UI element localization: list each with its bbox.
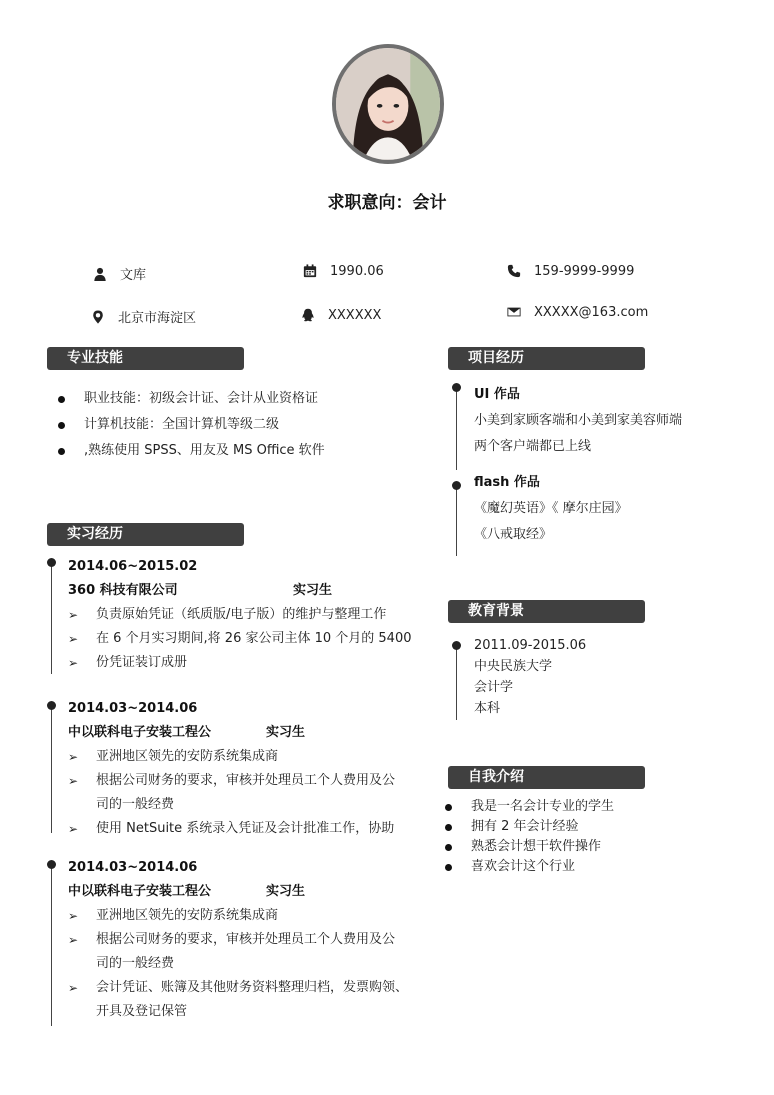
location-pin-icon bbox=[90, 309, 106, 325]
phone-icon bbox=[506, 263, 522, 279]
entry-date: 2014.03~2014.06 bbox=[68, 860, 198, 875]
list-item: ➢ 负责原始凭证（纸质版/电子版）的维护与整理工作 bbox=[68, 603, 428, 627]
qq-value: XXXXXX bbox=[328, 307, 382, 323]
qq-penguin-icon bbox=[300, 307, 316, 323]
list-item: 开具及登记保管 bbox=[96, 1004, 188, 1019]
avatar bbox=[332, 44, 444, 164]
education-school: 中央民族大学 bbox=[474, 659, 553, 674]
timeline-line bbox=[456, 648, 457, 720]
list-item: ➢ 亚洲地区领先的安防系统集成商 bbox=[68, 904, 428, 928]
skills-list bbox=[54, 386, 325, 464]
list-item: ➢ 根据公司财务的要求，审核并处理员工个人费用及公 bbox=[68, 769, 428, 793]
internship-heading: 实习经历 bbox=[47, 523, 244, 546]
timeline-dot bbox=[452, 641, 461, 650]
timeline-line bbox=[51, 562, 52, 674]
project-line: 《八戒取经》 bbox=[474, 527, 553, 542]
portrait-photo bbox=[336, 48, 440, 160]
info-birth bbox=[302, 263, 384, 279]
page-title: 求职意向：会计 bbox=[327, 193, 447, 213]
internship-entry-2 bbox=[68, 697, 428, 841]
project-line: 小美到家顾客端和小美到家美容师端 bbox=[474, 413, 683, 428]
project-entry-1 bbox=[474, 382, 682, 460]
entry-role: 实习生 bbox=[266, 725, 306, 740]
entry-company bbox=[68, 579, 428, 603]
education-major: 会计学 bbox=[474, 680, 514, 695]
education-entry bbox=[474, 635, 586, 719]
list-item: 熟悉会计想干软件操作 bbox=[441, 837, 614, 857]
education-date: 2011.09-2015.06 bbox=[474, 638, 587, 653]
calendar-icon bbox=[302, 263, 318, 279]
entry-date: 2014.03~2014.06 bbox=[68, 701, 198, 716]
timeline-dot bbox=[47, 860, 56, 869]
list-item: 计算机技能：全国计算机等级二级 bbox=[54, 412, 325, 438]
project-entry-2 bbox=[474, 470, 628, 548]
internship-entry-1 bbox=[68, 555, 428, 675]
list-item: ➢ 根据公司财务的要求，审核并处理员工个人费用及公 bbox=[68, 928, 428, 952]
company-name: 360 科技有限公司 bbox=[68, 583, 178, 598]
list-item: ➢ 亚洲地区领先的安防系统集成商 bbox=[68, 745, 428, 769]
info-qq bbox=[300, 307, 381, 323]
entry-role: 实习生 bbox=[293, 583, 333, 598]
entry-company bbox=[68, 721, 428, 745]
company-name: 中以联科电子安装工程公 bbox=[68, 725, 212, 740]
envelope-icon bbox=[506, 304, 522, 320]
project-line: 两个客户端都已上线 bbox=[474, 439, 592, 454]
timeline-dot bbox=[47, 701, 56, 710]
timeline-line bbox=[456, 390, 457, 470]
person-icon bbox=[92, 266, 108, 282]
timeline-line bbox=[456, 488, 457, 556]
timeline-line bbox=[51, 705, 52, 833]
info-address bbox=[90, 307, 196, 326]
project-title: flash 作品 bbox=[474, 475, 540, 490]
phone-value: 159-9999-9999 bbox=[534, 263, 635, 279]
about-list bbox=[441, 797, 614, 877]
list-item: 喜欢会计这个行业 bbox=[441, 857, 614, 877]
email-value: XXXXX@163.com bbox=[534, 304, 649, 320]
timeline-line bbox=[51, 864, 52, 1026]
info-name bbox=[92, 264, 146, 283]
list-item: 司的一般经费 bbox=[96, 956, 175, 971]
info-phone bbox=[506, 263, 634, 279]
about-heading: 自我介绍 bbox=[448, 766, 645, 789]
internship-entry-3 bbox=[68, 856, 428, 1024]
entry-role: 实习生 bbox=[266, 884, 306, 899]
entry-date: 2014.06~2015.02 bbox=[68, 559, 198, 574]
education-degree: 本科 bbox=[474, 701, 501, 716]
list-item: ➢ 会计凭证、账簿及其他财务资料整理归档，发票购领、 bbox=[68, 976, 428, 1000]
skills-heading: 专业技能 bbox=[47, 347, 244, 370]
name-value: 文库 bbox=[120, 268, 147, 283]
list-item: 司的一般经费 bbox=[96, 797, 175, 812]
list-item: ➢ 份凭证装订成册 bbox=[68, 651, 428, 675]
list-item: 职业技能：初级会计证、会计从业资格证 bbox=[54, 386, 325, 412]
info-email bbox=[506, 304, 648, 320]
list-item: ➢ 使用 NetSuite 系统录入凭证及会计批准工作，协助 bbox=[68, 817, 428, 841]
project-title: UI 作品 bbox=[474, 387, 520, 402]
projects-heading: 项目经历 bbox=[448, 347, 645, 370]
entry-company bbox=[68, 880, 428, 904]
birth-value: 1990.06 bbox=[330, 263, 384, 279]
list-item: 拥有 2 年会计经验 bbox=[441, 817, 614, 837]
list-item: ➢ 在 6 个月实习期间,将 26 家公司主体 10 个月的 5400 bbox=[68, 627, 428, 651]
timeline-dot bbox=[452, 383, 461, 392]
list-item: 我是一名会计专业的学生 bbox=[441, 797, 614, 817]
education-heading: 教育背景 bbox=[448, 600, 645, 623]
list-item: ,熟练使用 SPSS、用友及 MS Office 软件 bbox=[54, 438, 325, 464]
company-name: 中以联科电子安装工程公 bbox=[68, 884, 212, 899]
project-line: 《魔幻英语》《 摩尔庄园》 bbox=[474, 501, 628, 516]
timeline-dot bbox=[452, 481, 461, 490]
address-value: 北京市海淀区 bbox=[118, 311, 197, 326]
timeline-dot bbox=[47, 558, 56, 567]
